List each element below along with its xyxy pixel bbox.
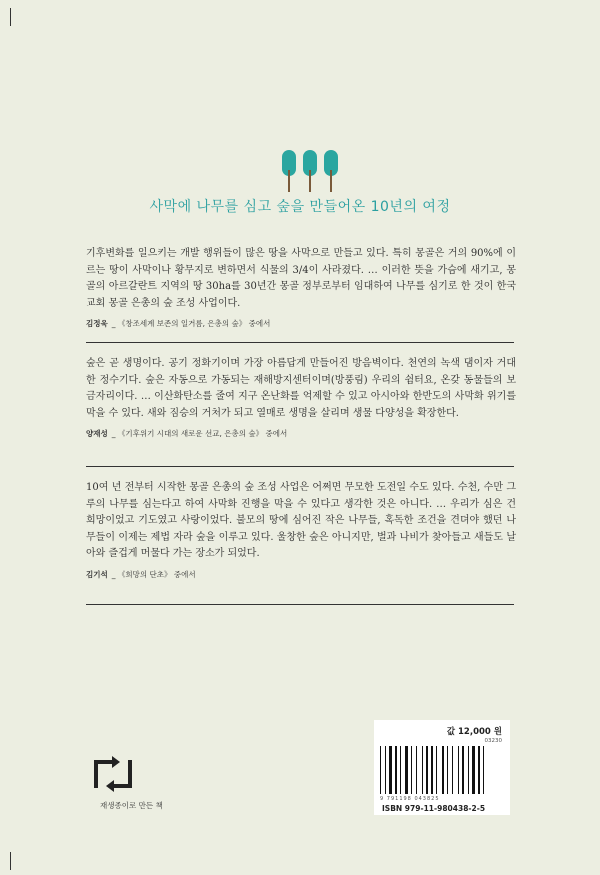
barcode (378, 746, 506, 794)
quote-book: _ 《기후위기 시대의 새로운 선교, 은총의 숲》 중에서 (111, 429, 288, 438)
quote-source (86, 428, 516, 439)
divider (86, 342, 514, 343)
quote-3 (86, 480, 516, 580)
crop-mark (10, 8, 11, 26)
tree-icon (324, 150, 338, 192)
barcode-panel (374, 720, 510, 815)
quote-body: 기후변화를 일으키는 개발 행위들이 많은 땅을 사막으로 만들고 있다. 특히 몽골은 거의 90%에 이르는 땅이 사막이나 황무지로 변하면서 식물의 3/4이 사라졌다. … 이러한 뜻을 가슴에 새기고, 몽골의 아르갈란트 지역의 땅 30ha를 30년간 몽골 정부로부터 임대하여 나무를 심기로 한 것이 한국교회 몽골 은총의 숲 조성 사업이다. (86, 248, 516, 309)
trees-logo (280, 150, 340, 192)
isbn: ISBN 979-11-980438-2-5 (382, 804, 486, 813)
tree-icon (303, 150, 317, 192)
tree-icon (282, 150, 296, 192)
quote-author: 김기석 (86, 569, 108, 579)
crop-mark (10, 852, 11, 870)
price: 값 12,000 원 (446, 727, 502, 737)
quote-source (86, 569, 516, 580)
quote-author: 김정욱 (86, 319, 108, 328)
barcode-digits: 9 791198 043825 (380, 796, 440, 802)
quote-1 (86, 246, 516, 329)
price-code: 03230 (484, 738, 502, 744)
quote-book: _ 《희망의 단초》 중에서 (111, 569, 196, 579)
quote-body: 10여 년 전부터 시작한 몽골 은총의 숲 조성 사업은 어쩌면 무모한 도전일 수도 있다. 수천, 수만 그루의 나무를 심는다고 하여 사막화 진행을 막을 수 있다고 생각한 것은 아니다. … 우리가 심은 건 희망이었고 기도였고 사랑이었다. 불모의 땅에 심어진 작은 나무들, 혹독한 조건을 견뎌야 했던 나무들이 이제는 제법 자라 숲을 이루고 있다. 울창한 숲은 아니지만, 벌과 나비가 찾아들고 새들도 날아와 즐겁게 머물다 가는 장소가 되었다. (86, 482, 516, 559)
recycle-label: 재생종이로 만든 책 (100, 801, 163, 810)
recycle-icon (92, 754, 134, 794)
quote-author: 양재성 (86, 429, 108, 438)
divider (86, 604, 514, 605)
quote-body: 숲은 곧 생명이다. 공기 정화기이며 가장 아름답게 만들어진 방음벽이다. 천연의 녹색 댐이자 거대한 정수기다. 숲은 자동으로 가동되는 재해방지센터이며(방풍림) 우리의 쉼터요, 온갖 동물들의 보금자리이다. … 이산화탄소를 줄여 지구 온난화를 억제할 수 있고 아시아와 한반도의 사막화 위기를 막을 수 있다. 새와 짐승의 거처가 되고 열매로 생명을 살리며 생물 다양성을 확장한다. (86, 358, 516, 419)
quote-2 (86, 356, 516, 439)
divider (86, 466, 514, 467)
quote-book: _ 《창조세계 보존의 일거름, 은총의 숲》 중에서 (111, 319, 271, 328)
headline: 사막에 나무를 심고 숲을 만들어온 10년의 여정 (149, 199, 451, 215)
quote-source (86, 318, 516, 329)
